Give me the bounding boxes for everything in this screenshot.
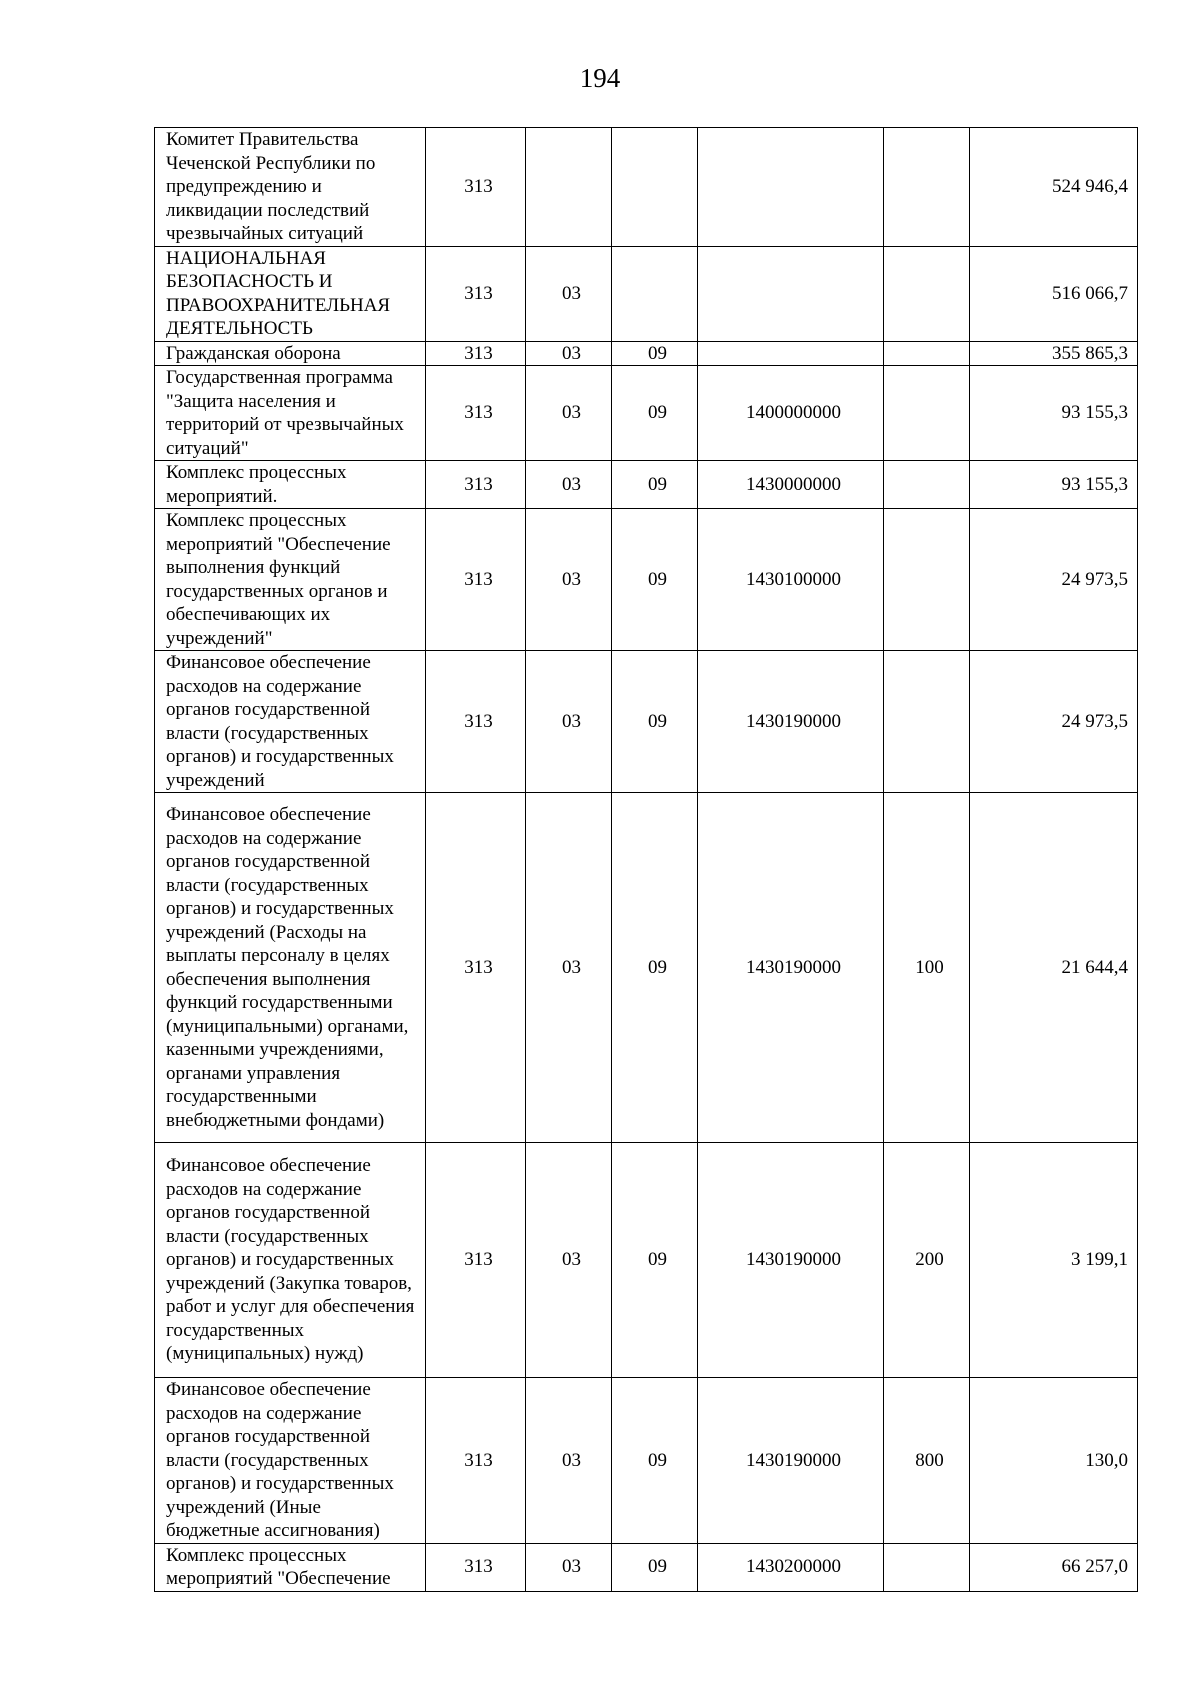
ministry-code: 313 [426,366,526,461]
amount: 24 973,5 [970,509,1138,651]
expense-type-code [884,1543,970,1591]
budget-table [154,127,1138,1592]
amount: 355 865,3 [970,341,1138,366]
expense-type-code [884,461,970,509]
table-row [155,246,1138,341]
expense-type-code [884,246,970,341]
amount: 66 257,0 [970,1543,1138,1591]
section-code: 03 [526,246,612,341]
table-row [155,793,1138,1143]
ministry-code: 313 [426,793,526,1143]
subsection-code: 09 [612,1378,698,1544]
ministry-code: 313 [426,509,526,651]
page-number: 194 [579,63,621,93]
subsection-code: 09 [612,1143,698,1378]
section-code: 03 [526,461,612,509]
subsection-code: 09 [612,1543,698,1591]
row-name: Гражданская оборона [155,341,426,366]
row-name: Государственная программа "Защита населения и территорий от чрезвычайных ситуаций" [155,366,426,461]
section-code: 03 [526,341,612,366]
subsection-code: 09 [612,341,698,366]
target-article-code: 1430190000 [698,793,884,1143]
expense-type-code: 200 [884,1143,970,1378]
table-row [155,366,1138,461]
ministry-code: 313 [426,1543,526,1591]
amount: 21 644,4 [970,793,1138,1143]
ministry-code: 313 [426,128,526,247]
ministry-code: 313 [426,1378,526,1544]
subsection-code: 09 [612,366,698,461]
target-article-code: 1430190000 [698,651,884,793]
ministry-code: 313 [426,341,526,366]
target-article-code: 1400000000 [698,366,884,461]
ministry-code: 313 [426,1143,526,1378]
section-code: 03 [526,366,612,461]
row-name: Комитет Правительства Чеченской Республики по предупреждению и ликвидации последствий чрезвычайных ситуаций [155,128,426,247]
ministry-code: 313 [426,461,526,509]
subsection-code [612,128,698,247]
section-code: 03 [526,1143,612,1378]
section-code: 03 [526,1543,612,1591]
expense-type-code [884,341,970,366]
amount: 24 973,5 [970,651,1138,793]
table-row [155,128,1138,247]
expense-type-code: 800 [884,1378,970,1544]
row-name: НАЦИОНАЛЬНАЯ БЕЗОПАСНОСТЬ И ПРАВООХРАНИТЕЛЬНАЯ ДЕЯТЕЛЬНОСТЬ [155,246,426,341]
subsection-code [612,246,698,341]
section-code [526,128,612,247]
ministry-code: 313 [426,246,526,341]
target-article-code: 1430200000 [698,1543,884,1591]
row-name: Комплекс процессных мероприятий "Обеспечение выполнения функций государственных органов и обеспечивающих их учреждений" [155,509,426,651]
expense-type-code [884,128,970,247]
table-row [155,1543,1138,1591]
amount: 93 155,3 [970,366,1138,461]
target-article-code [698,341,884,366]
amount: 93 155,3 [970,461,1138,509]
amount: 524 946,4 [970,128,1138,247]
amount: 3 199,1 [970,1143,1138,1378]
expense-type-code: 100 [884,793,970,1143]
row-name: Финансовое обеспечение расходов на содержание органов государственной власти (государственных органов) и государственных учреждений (Закупка товаров, работ и услуг для обеспечения государственных (муниципальных) нужд) [155,1143,426,1378]
table-row [155,651,1138,793]
subsection-code: 09 [612,461,698,509]
section-code: 03 [526,793,612,1143]
table-row [155,1143,1138,1378]
section-code: 03 [526,1378,612,1544]
expense-type-code [884,651,970,793]
expense-type-code [884,366,970,461]
section-code: 03 [526,651,612,793]
target-article-code: 1430190000 [698,1378,884,1544]
row-name: Финансовое обеспечение расходов на содержание органов государственной власти (государственных органов) и государственных учреждений (Иные бюджетные ассигнования) [155,1378,426,1544]
table-row [155,509,1138,651]
target-article-code: 1430000000 [698,461,884,509]
target-article-code: 1430190000 [698,1143,884,1378]
ministry-code: 313 [426,651,526,793]
section-code: 03 [526,509,612,651]
table-row [155,341,1138,366]
table-row [155,1378,1138,1544]
row-name: Финансовое обеспечение расходов на содержание органов государственной власти (государственных органов) и государственных учреждений (Расходы на выплаты персоналу в целях обеспечения выполнения функций государственными (муниципальными) органами, казенными учреждениями, органами управления государственными внебюджетными фондами) [155,793,426,1143]
subsection-code: 09 [612,793,698,1143]
amount: 516 066,7 [970,246,1138,341]
target-article-code [698,246,884,341]
row-name: Комплекс процессных мероприятий "Обеспечение [155,1543,426,1591]
expense-type-code [884,509,970,651]
target-article-code [698,128,884,247]
row-name: Комплекс процессных мероприятий. [155,461,426,509]
table-row [155,461,1138,509]
row-name: Финансовое обеспечение расходов на содержание органов государственной власти (государственных органов) и государственных учреждений [155,651,426,793]
target-article-code: 1430100000 [698,509,884,651]
amount: 130,0 [970,1378,1138,1544]
subsection-code: 09 [612,651,698,793]
subsection-code: 09 [612,509,698,651]
